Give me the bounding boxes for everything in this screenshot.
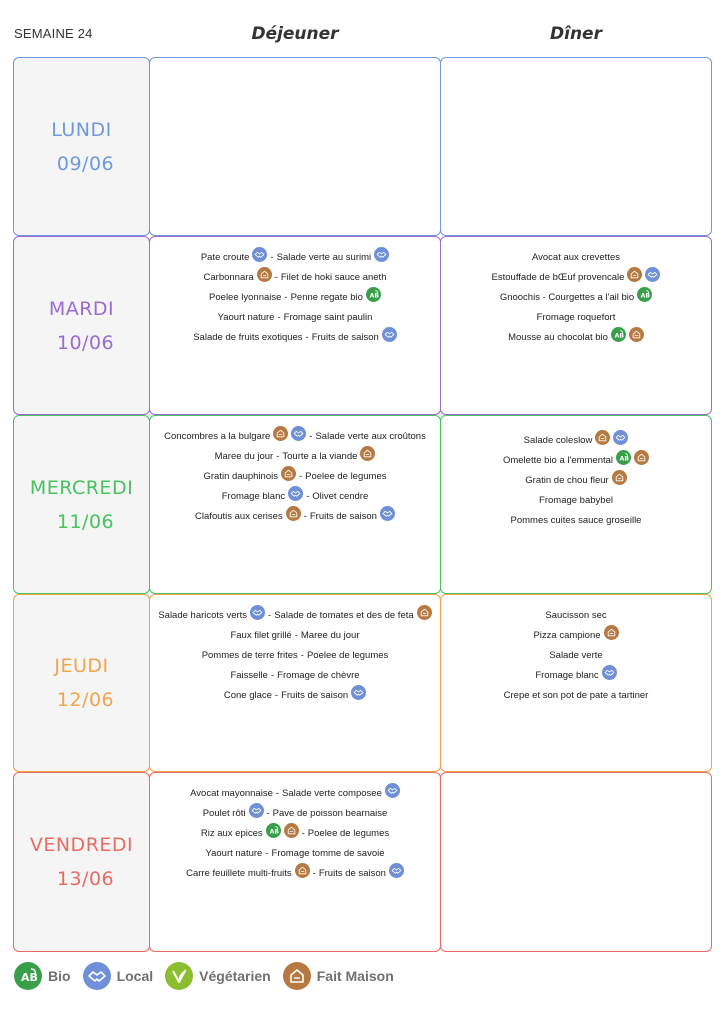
dish-name: Avocat mayonnaise	[190, 787, 273, 799]
menu-line	[215, 446, 376, 466]
dish-name: Poulet rôti	[202, 807, 246, 819]
menu-line	[164, 426, 426, 446]
day-cell	[13, 594, 150, 772]
menu-line	[535, 665, 616, 685]
legend-label: Bio	[48, 968, 71, 984]
menu-line	[532, 247, 620, 267]
week-label: SEMAINE 24	[14, 26, 93, 41]
dish-name: Mousse au chocolat bio	[508, 331, 608, 343]
legend-item-veg	[165, 962, 271, 990]
legend-label: Fait Maison	[316, 968, 394, 984]
dinner-cell	[440, 57, 712, 236]
dish-name: Pave de poisson bearnaise	[272, 807, 388, 819]
dinner-menu	[441, 247, 711, 347]
svg-text:AB: AB	[269, 827, 279, 835]
dish-name: Pate croute	[200, 251, 250, 263]
fait-maison-icon	[273, 426, 288, 441]
fait-maison-icon	[286, 506, 301, 521]
day-date: 12/06	[56, 689, 115, 711]
dish-name: Salade de tomates et des de feta	[274, 609, 414, 621]
legend-label: Local	[116, 968, 154, 984]
fait-maison-icon	[257, 267, 272, 282]
bio-icon	[266, 823, 281, 838]
dish-separator: -	[274, 271, 278, 283]
local-icon	[351, 685, 366, 700]
dish-separator: -	[277, 311, 281, 323]
local-icon	[249, 803, 264, 818]
dish-name: Fruits de saison	[309, 510, 377, 522]
svg-text:AB: AB	[369, 291, 379, 299]
dish-name: Pommes cuites sauce groseille	[510, 514, 642, 526]
legend-label: Végétarien	[199, 968, 271, 984]
menu-line	[549, 645, 602, 665]
svg-text:AB: AB	[21, 971, 38, 984]
lunch-column-title: Déjeuner	[251, 24, 339, 44]
dish-name: Carre feuillete multi-fruits	[186, 867, 292, 879]
menu-line	[492, 267, 661, 287]
dish-separator: -	[274, 689, 279, 701]
local-icon	[389, 863, 404, 878]
dish-separator: -	[294, 629, 298, 641]
day-name: VENDREDI	[29, 834, 134, 856]
dish-name: Salade verte composee	[282, 787, 382, 799]
local-icon	[385, 783, 400, 798]
day-name: JEUDI	[54, 655, 109, 677]
dish-name: Fromage blanc	[535, 669, 599, 681]
menu-line	[537, 307, 616, 327]
lunch-menu	[150, 605, 440, 705]
dish-name: Carbonnara	[203, 271, 254, 283]
lunch-menu	[150, 426, 440, 526]
lunch-cell	[149, 415, 441, 594]
lunch-menu	[150, 783, 440, 883]
dish-separator: -	[312, 867, 316, 879]
dinner-cell	[440, 772, 712, 952]
dish-name: Yaourt nature	[217, 311, 275, 323]
dish-name: Salade verte au surimi	[276, 251, 372, 263]
lunch-cell	[149, 57, 441, 236]
menu-line	[201, 247, 389, 267]
dish-name: Fromage roquefort	[536, 311, 616, 323]
bio-icon	[616, 450, 631, 465]
menu-line	[525, 470, 626, 490]
bio-icon	[611, 327, 626, 342]
dish-separator: -	[301, 827, 305, 839]
menu-line	[222, 486, 369, 506]
local-icon	[291, 426, 306, 441]
svg-text:AB: AB	[640, 291, 651, 299]
legend-item-local	[83, 962, 154, 990]
fait-maison-icon	[284, 823, 299, 838]
dish-separator: -	[303, 510, 307, 522]
dish-name: Yaourt nature	[205, 847, 263, 859]
dish-name: Faisselle	[230, 669, 268, 681]
day-name: MARDI	[48, 297, 115, 320]
dish-name: Pizza campione	[533, 629, 601, 641]
dish-name: Tourte a la viande	[282, 450, 358, 462]
dish-name: Saucisson sec	[545, 609, 607, 621]
legend	[14, 962, 406, 990]
dish-separator: -	[275, 787, 280, 799]
fait-maison-icon	[629, 327, 644, 342]
menu-line	[204, 466, 387, 486]
menu-line	[190, 783, 400, 803]
dish-separator: -	[270, 669, 275, 681]
dish-name: Crepe et son pot de pate a tartiner	[503, 689, 649, 701]
dish-name: Salade verte	[549, 649, 603, 661]
fait-maison-icon	[612, 470, 627, 485]
dish-name: Pommes de terre frites	[201, 649, 298, 661]
dish-name: Avocat aux crevettes	[531, 251, 620, 263]
menu-line	[545, 605, 606, 625]
dish-name: Clafoutis aux cerises	[195, 510, 283, 522]
menu-line	[224, 685, 366, 705]
lunch-cell	[149, 236, 441, 415]
local-icon	[288, 486, 303, 501]
dish-separator: -	[298, 470, 303, 482]
dish-separator: -	[305, 331, 309, 343]
dish-name: Riz aux epices	[200, 827, 263, 839]
dish-separator: -	[265, 847, 269, 859]
dish-name: Filet de hoki sauce aneth	[280, 271, 387, 283]
fait-maison-icon	[360, 446, 375, 461]
dish-name: Fromage tomme de savoie	[271, 847, 385, 859]
dinner-menu	[441, 605, 711, 705]
dinner-menu	[441, 430, 711, 530]
menu-line	[533, 625, 618, 645]
menu-line	[204, 267, 387, 287]
dish-name: Fromage de chèvre	[277, 669, 360, 681]
dish-name: Estouffade de bŒuf provencale	[491, 271, 625, 283]
svg-text:AB: AB	[614, 331, 624, 339]
menu-line	[202, 645, 389, 665]
fait-maison-icon	[283, 962, 311, 990]
day-cell	[13, 57, 150, 236]
day-date: 13/06	[56, 868, 115, 890]
dish-separator: -	[300, 649, 304, 661]
lunch-cell	[149, 772, 441, 952]
menu-line	[201, 823, 389, 843]
dish-name: Fromage blanc	[221, 490, 286, 502]
dish-name: Poelee lyonnaise	[209, 291, 282, 303]
svg-text:AB: AB	[619, 454, 629, 462]
dish-name: Fromage babybel	[539, 494, 613, 506]
bio-icon	[14, 962, 42, 990]
dish-name: Salade de fruits exotiques	[193, 331, 303, 343]
vegetarien-icon	[165, 962, 193, 990]
dish-separator: -	[268, 609, 272, 621]
menu-line	[503, 450, 649, 470]
day-date: 11/06	[56, 510, 115, 533]
menu-line	[186, 863, 404, 883]
fait-maison-icon	[281, 466, 296, 481]
dish-name: Maree du jour	[300, 629, 360, 641]
day-date: 10/06	[56, 331, 115, 354]
dish-separator: -	[306, 490, 310, 502]
dish-name: Fruits de saison	[281, 689, 349, 701]
dish-name: Poelee de legumes	[305, 470, 387, 482]
day-cell	[13, 415, 150, 594]
local-icon	[252, 247, 267, 262]
menu-line	[205, 843, 384, 863]
dish-name: Faux filet grillé	[230, 629, 292, 641]
local-icon	[645, 267, 660, 282]
local-icon	[83, 962, 111, 990]
dish-separator: -	[284, 291, 288, 303]
lunch-cell	[149, 594, 441, 772]
lunch-menu	[150, 247, 440, 347]
day-cell	[13, 772, 150, 952]
dish-separator: -	[270, 251, 274, 263]
menu-line	[504, 685, 649, 705]
local-icon	[374, 247, 389, 262]
fait-maison-icon	[627, 267, 642, 282]
menu-line	[511, 510, 642, 530]
day-date: 09/06	[56, 152, 115, 175]
fait-maison-icon	[417, 605, 432, 620]
dish-name: Gratin de chou fleur	[525, 474, 609, 486]
dish-name: Omelette bio a l'emmental	[502, 454, 614, 466]
dinner-cell	[440, 236, 712, 415]
dinner-cell	[440, 594, 712, 772]
menu-line	[193, 327, 397, 347]
bio-icon	[637, 287, 652, 302]
menu-line	[209, 287, 381, 307]
menu-line	[230, 665, 359, 685]
legend-item-bio	[14, 962, 71, 990]
dish-name: Cone glace	[223, 689, 272, 701]
dish-name: Gnoochis - Courgettes a l'ail bio	[499, 291, 635, 303]
bio-icon	[366, 287, 381, 302]
dish-name: Gratin dauphinois	[203, 470, 278, 482]
day-name: MERCREDI	[29, 476, 134, 499]
dish-name: Penne regate bio	[290, 291, 363, 303]
menu-line	[508, 327, 644, 347]
dish-name: Salade haricots verts	[158, 609, 248, 621]
dish-name: Salade verte aux croûtons	[315, 430, 426, 442]
menu-line	[218, 307, 373, 327]
menu-line	[524, 430, 629, 450]
local-icon	[613, 430, 628, 445]
dinner-column-title: Dîner	[550, 24, 602, 44]
dish-name: Salade coleslow	[523, 434, 593, 446]
day-cell	[13, 236, 150, 415]
dish-name: Concombres a la bulgare	[164, 430, 271, 442]
fait-maison-icon	[295, 863, 310, 878]
day-name: LUNDI	[51, 118, 112, 141]
local-icon	[380, 506, 395, 521]
local-icon	[602, 665, 617, 680]
menu-line	[203, 803, 388, 823]
local-icon	[250, 605, 265, 620]
fait-maison-icon	[604, 625, 619, 640]
dish-name: Poelee de legumes	[307, 827, 390, 839]
dish-separator: -	[276, 450, 280, 462]
dish-name: Poelee de legumes	[306, 649, 389, 661]
dish-name: Fruits de saison	[311, 331, 379, 343]
dish-separator: -	[309, 430, 313, 442]
menu-line	[195, 506, 395, 526]
fait-maison-icon	[634, 450, 649, 465]
menu-line	[539, 490, 613, 510]
menu-line	[158, 605, 431, 625]
dish-name: Olivet cendre	[312, 490, 369, 502]
dish-separator: -	[266, 807, 270, 819]
menu-line	[500, 287, 652, 307]
dish-name: Fruits de saison	[318, 867, 386, 879]
legend-item-maison	[283, 962, 394, 990]
fait-maison-icon	[595, 430, 610, 445]
menu-line	[230, 625, 359, 645]
dish-name: Fromage saint paulin	[283, 311, 373, 323]
local-icon	[382, 327, 397, 342]
dinner-cell	[440, 415, 712, 594]
dish-name: Maree du jour	[214, 450, 274, 462]
